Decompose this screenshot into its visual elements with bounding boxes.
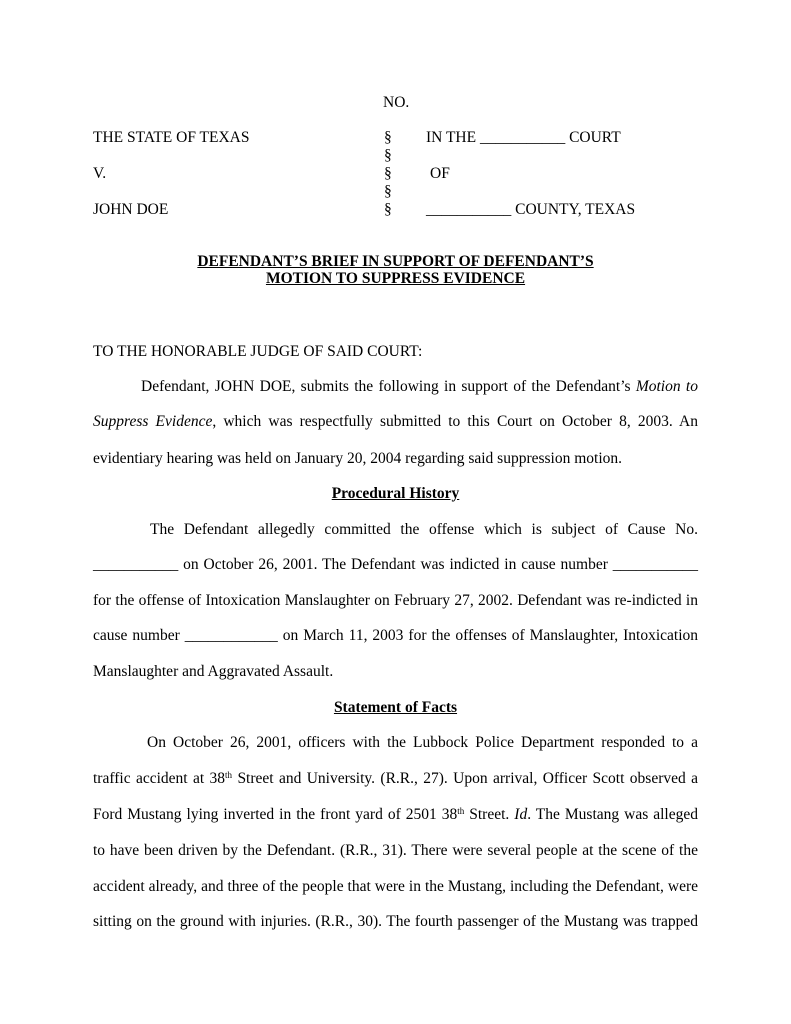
section-mark: § [384, 147, 392, 164]
caption-versus: V. [93, 165, 107, 182]
text-line: evidentiary hearing was held on January 20, 2004 regarding said suppression motion. [93, 450, 623, 467]
salutation: TO THE HONORABLE JUDGE OF SAID COURT: [93, 343, 423, 360]
caption-party-state: THE STATE OF TEXAS [93, 129, 250, 146]
section-heading-procedural-history: Procedural History [331, 485, 460, 502]
section-mark: § [384, 201, 392, 218]
section-mark: § [384, 183, 392, 200]
caption-of: OF [430, 165, 450, 182]
section-heading-statement-of-facts: Statement of Facts [333, 699, 458, 716]
text-line: for the offense of Intoxication Manslaughter on February 27, 2002. Defendant was re-indicted in [93, 592, 698, 609]
text-line: The Defendant allegedly committed the offense which is subject of Cause No. [150, 521, 698, 538]
brief-title-line-1: DEFENDANT’S BRIEF IN SUPPORT OF DEFENDANT’S [197, 253, 594, 270]
text-line: ___________ on October 26, 2001. The Defendant was indicted in cause number ___________ [93, 556, 698, 573]
text-line: Manslaughter and Aggravated Assault. [93, 663, 334, 680]
caption-court: IN THE ___________ COURT [426, 129, 621, 146]
text-line: traffic accident at 38th Street and University. (R.R., 27). Upon arrival, Officer Scott observed a [93, 770, 698, 787]
section-mark: § [384, 165, 392, 182]
text-line: Ford Mustang lying inverted in the front yard of 2501 38th Street. Id. The Mustang was alleged [93, 806, 698, 823]
text-line: to have been driven by the Defendant. (R.R., 31). There were several people at the scene of the [93, 842, 698, 859]
text-line: Suppress Evidence, which was respectfully submitted to this Court on October 8, 2003. An [93, 413, 698, 430]
text-line: Defendant, JOHN DOE, submits the following in support of the Defendant’s Motion to [141, 378, 698, 395]
text-line: cause number ____________ on March 11, 2003 for the offenses of Manslaughter, Intoxication [93, 627, 698, 644]
case-number-label: NO. [383, 94, 410, 111]
text-line: sitting on the ground with injuries. (R.R., 30). The fourth passenger of the Mustang was trapped [93, 913, 698, 930]
brief-title-line-2: MOTION TO SUPPRESS EVIDENCE [265, 270, 526, 287]
caption-party-defendant: JOHN DOE [93, 201, 169, 218]
caption-county: ___________ COUNTY, TEXAS [426, 201, 636, 218]
section-mark: § [384, 129, 392, 146]
text-line: On October 26, 2001, officers with the Lubbock Police Department responded to a [147, 734, 698, 751]
text-line: accident already, and three of the people that were in the Mustang, including the Defendant, were [93, 878, 698, 895]
